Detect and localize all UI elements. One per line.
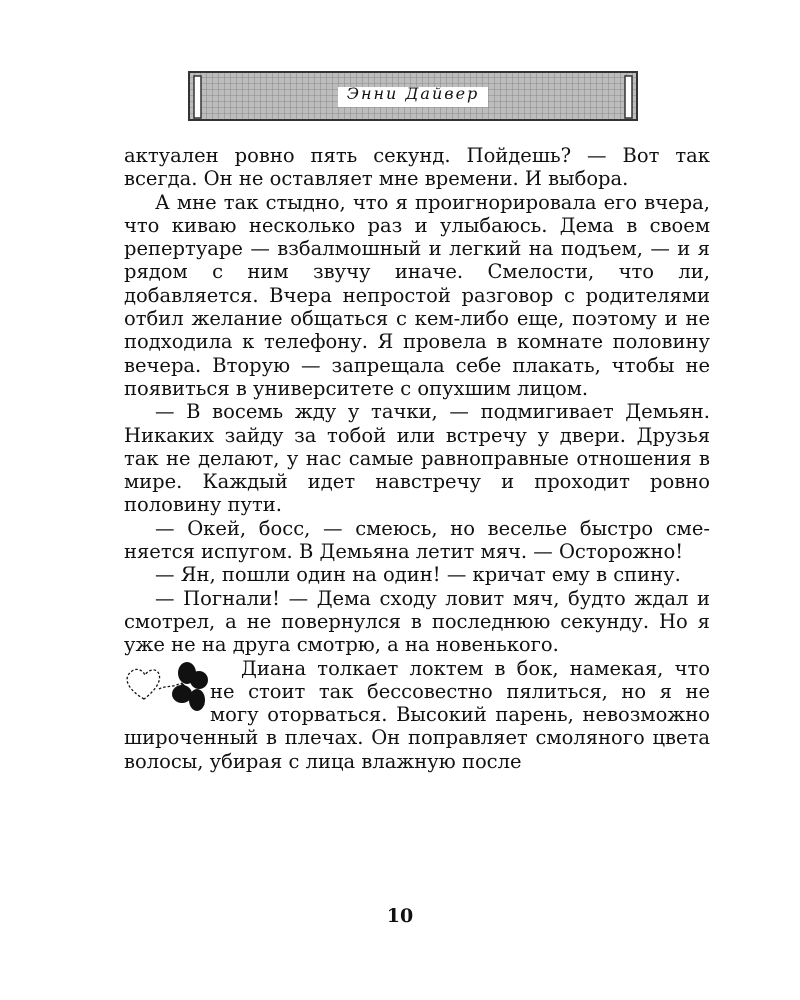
paragraph: — Ян, пошли один на один! — кричат ему в спину. (155, 563, 681, 587)
running-header (188, 71, 638, 121)
butterfly-icon (172, 662, 208, 711)
paragraph: — В восемь жду у тачки, — подмигивает Демьян. Никаких зайду за тобой или встречу у двери. Друзья так не делают, у нас самые равноправные отношения в мире. Каждый идет навстречу и проходит ровно половину пути. (124, 400, 710, 517)
page-number: 10 (386, 905, 414, 927)
butterfly-doodle-icon (124, 661, 210, 715)
paragraph: Диана толкает локтем в бок, намекая, что не стоит так бессовестно пялиться, но я не могу оторваться. Высокий парень, невозможно широченный в плечах. Он поправляет смоляного цвета волосы, убирая с лица влажную после (124, 656, 710, 773)
paragraph: актуален ровно пять секунд. Пойдешь? — Вот так всегда. Он не оставляет мне времени. И выбора. (124, 144, 710, 191)
heart-doodle-icon (127, 669, 159, 699)
paragraph: — Погнали! — Дема сходу ловит мяч, будто ждал и смотрел, а не повернулся в последнюю секунду. Но я уже не на друга смотрю, а на новенького. (124, 586, 710, 657)
page-text (124, 144, 710, 773)
paragraph: А мне так стыдно, что я проигнорировала его вчера, что киваю несколько раз и улыбаюсь. Дема в своем репертуаре — взбалмошный и легкий на подъем, — и я рядом с ним звучу иначе. Смелости, что ли, добавляется. Вчера непростой разговор с родителями отбил желание общаться с кем-либо еще, поэтому и не подходила к телефону. Я провела в комнате половину вечера. Вторую — запрещала себе плакать, чтобы не появиться в университете с опухшим лицом. (124, 190, 710, 400)
paragraph: — Окей, босс, — смеюсь, но веселье быстро сменяется испугом. В Демьяна летит мяч. — Осторожно! (124, 516, 710, 564)
book-author-title: Энни Дайвер (346, 84, 480, 103)
